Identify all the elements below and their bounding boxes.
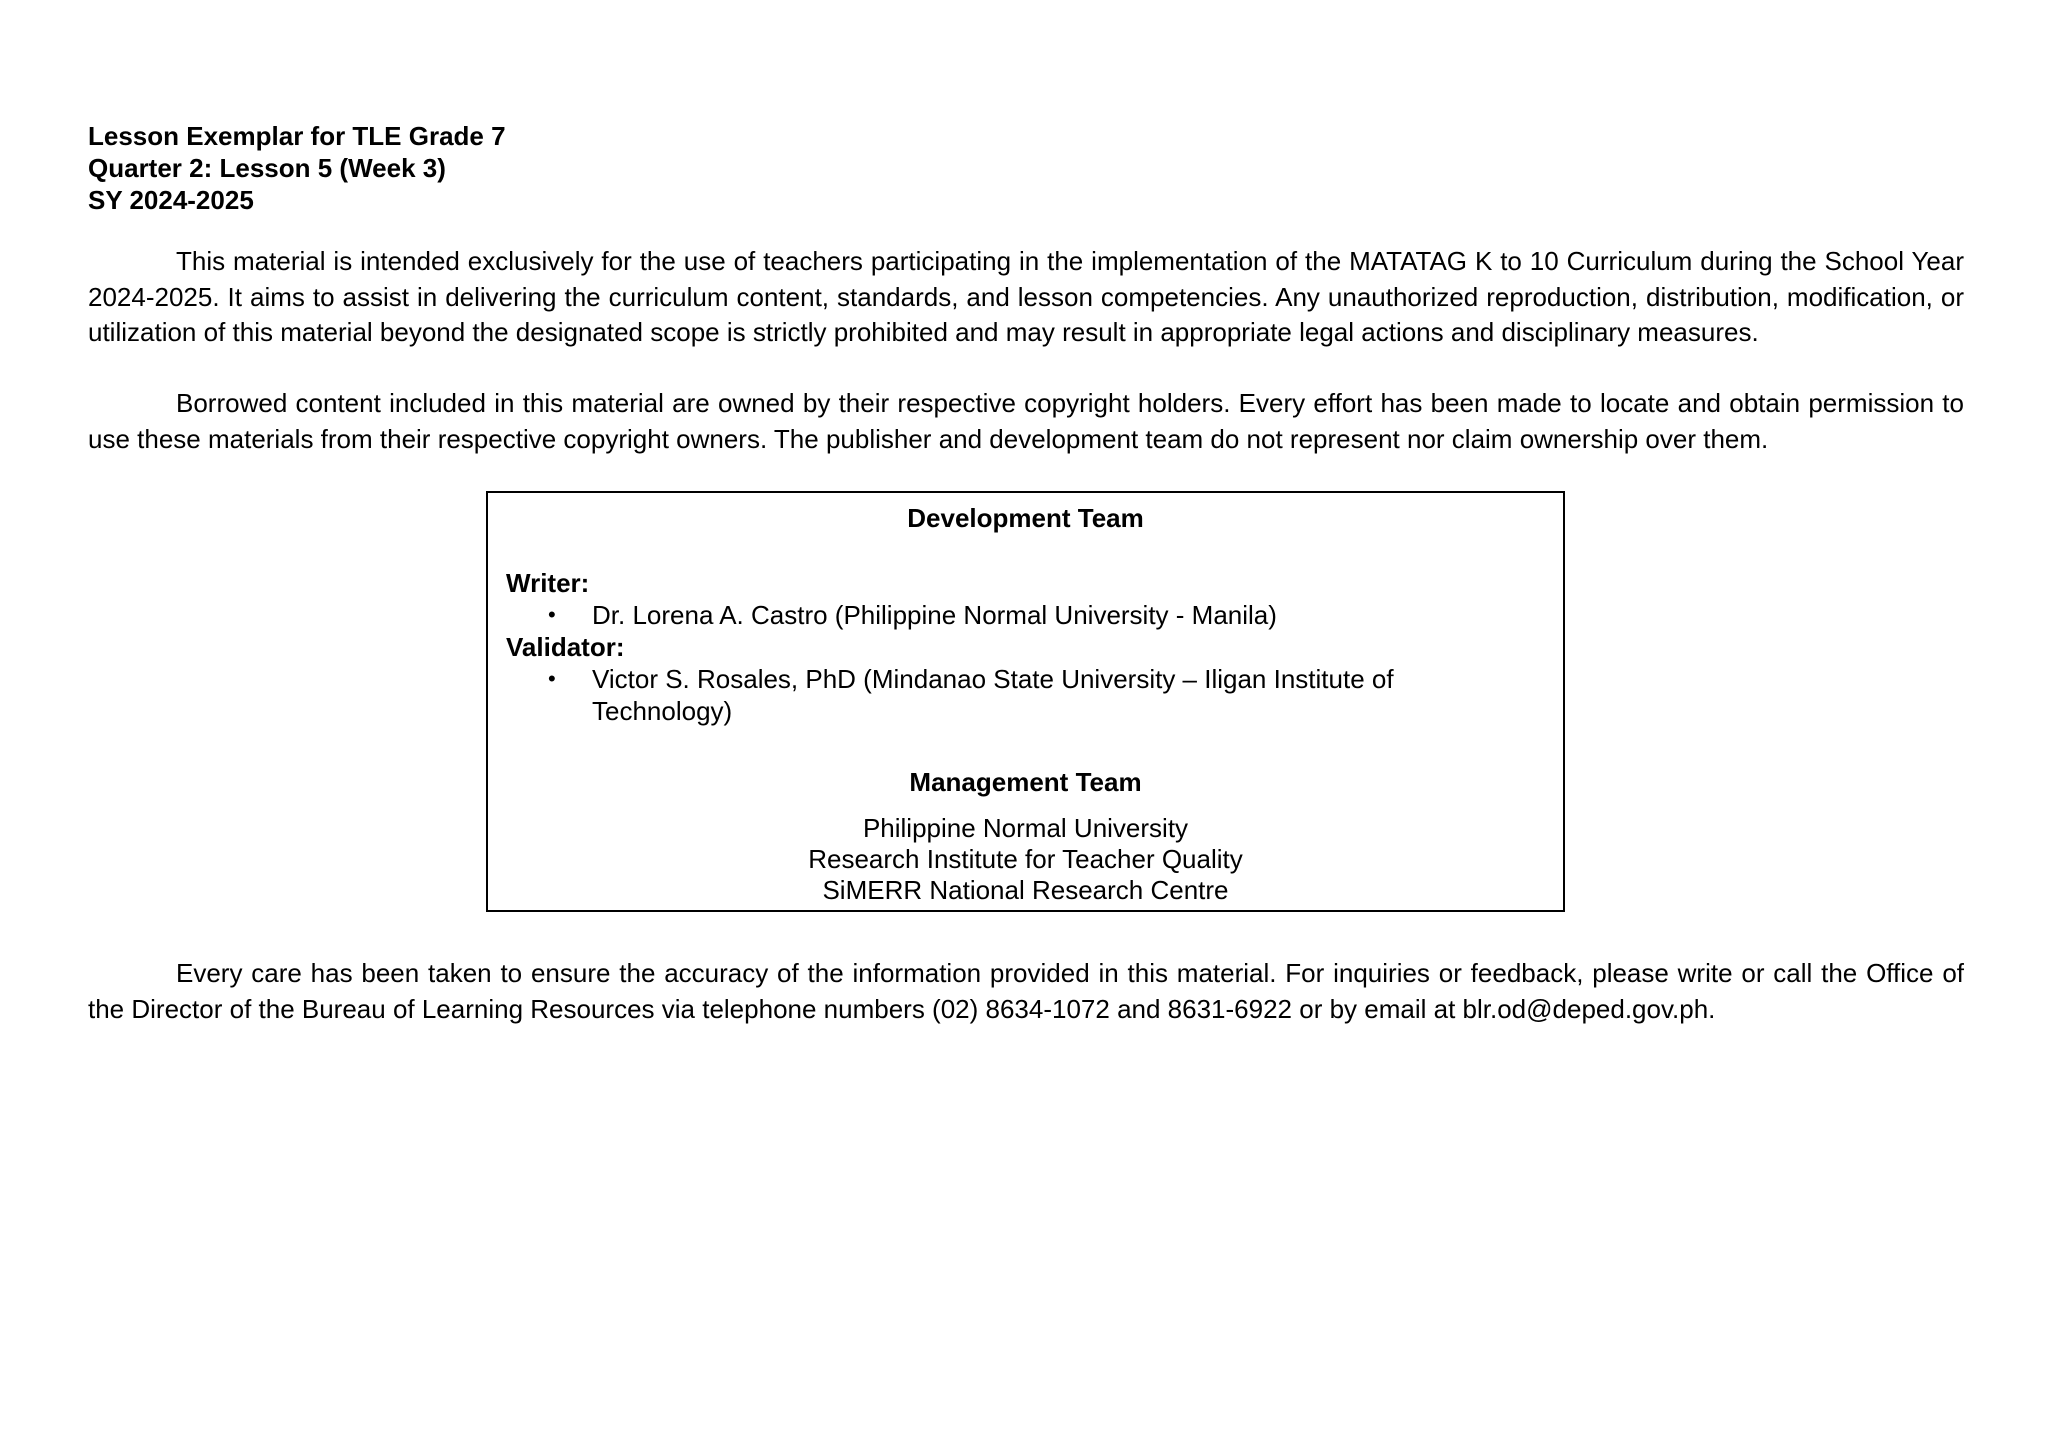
header-school-year: SY 2024-2025 [88, 185, 254, 215]
usage-notice-paragraph: This material is intended exclusively for the use of teachers participating in the implementation of the MATATAG K to 10 Curriculum during the School Year 2024-2025. It aims to assist in delivering the curriculum content, standards, and lesson competencies. Any unauthorized reproduction, distribution, modification, or utilization of this material beyond the designated scope is strictly prohibited and may result in appropriate legal actions and disciplinary measures. [88, 246, 1964, 347]
team-credits-box [486, 491, 1565, 912]
document-header [88, 120, 506, 216]
header-title: Lesson Exemplar for TLE Grade 7 [88, 121, 506, 151]
copyright-notice-paragraph: Borrowed content included in this material are owned by their respective copyright holders. Every effort has been made to locate and obtain permission to use these materials from their respective copyright owners. The publisher and development team do not represent nor claim ownership over them. [88, 388, 1964, 454]
development-team-heading: Development Team [907, 503, 1144, 533]
writer-entry [548, 599, 1472, 631]
management-member: Research Institute for Teacher Quality [808, 844, 1243, 874]
bullet-icon: • [548, 666, 556, 691]
bullet-icon: • [548, 602, 556, 627]
management-member: SiMERR National Research Centre [822, 875, 1229, 905]
validator-name: Victor S. Rosales, PhD (Mindanao State University – Iligan Institute of Technology) [592, 664, 1394, 726]
management-team-heading: Management Team [909, 767, 1142, 797]
writer-name: Dr. Lorena A. Castro (Philippine Normal University - Manila) [592, 600, 1277, 630]
validator-label: Validator: [506, 632, 625, 662]
contact-notice-paragraph: Every care has been taken to ensure the accuracy of the information provided in this material. For inquiries or feedback, please write or call the Office of the Director of the Bureau of Learning Resources via telephone numbers (02) 8634-1072 and 8631-6922 or by email at blr.od@deped.gov.ph. [88, 958, 1964, 1024]
management-member: Philippine Normal University [862, 813, 1189, 843]
writer-label: Writer: [506, 568, 590, 598]
header-quarter-lesson: Quarter 2: Lesson 5 (Week 3) [88, 153, 446, 183]
management-team-list [488, 813, 1563, 906]
validator-entry [548, 663, 1472, 727]
